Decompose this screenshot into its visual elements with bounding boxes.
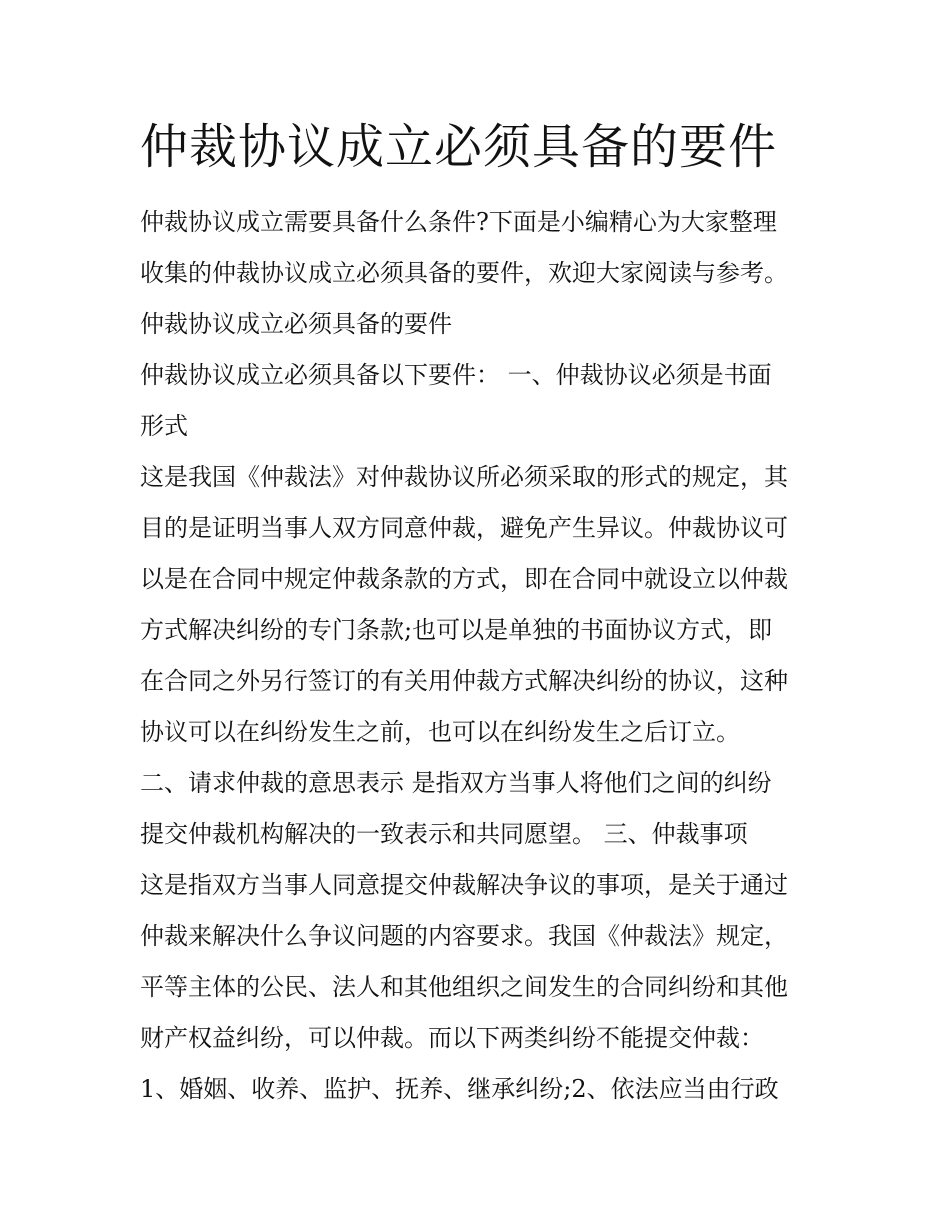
- body-line: 目的是证明当事人双方同意仲裁，避免产生异议。仲裁协议可: [140, 514, 788, 542]
- document-title: 仲裁协议成立必须具备的要件: [140, 119, 778, 175]
- body-line: 形式: [140, 412, 188, 440]
- body-line: 提交仲裁机构解决的一致表示和共同愿望。 三、仲裁事项: [140, 820, 748, 848]
- body-line: 1、婚姻、收养、监护、抚养、继承纠纷;2、依法应当由行政: [140, 1075, 779, 1103]
- body-line: 二、请求仲裁的意思表示 是指双方当事人将他们之间的纠纷: [140, 769, 772, 797]
- body-line: 仲裁来解决什么争议问题的内容要求。我国《仲裁法》规定，: [140, 922, 788, 950]
- body-line: 财产权益纠纷，可以仲裁。而以下两类纠纷不能提交仲裁：: [140, 1024, 764, 1052]
- body-line: 仲裁协议成立需要具备什么条件?下面是小编精心为大家整理: [140, 208, 777, 236]
- body-line: 这是我国《仲裁法》对仲裁协议所必须采取的形式的规定，其: [140, 463, 788, 491]
- body-line: 协议可以在纠纷发生之前，也可以在纠纷发生之后订立。: [140, 718, 740, 746]
- body-line: 仲裁协议成立必须具备以下要件： 一、仲裁协议必须是书面: [140, 361, 772, 389]
- body-line: 收集的仲裁协议成立必须具备的要件，欢迎大家阅读与参考。: [140, 259, 788, 287]
- body-line: 方式解决纠纷的专门条款;也可以是单独的书面协议方式，即: [140, 616, 773, 644]
- body-line: 这是指双方当事人同意提交仲裁解决争议的事项，是关于通过: [140, 871, 788, 899]
- body-line: 平等主体的公民、法人和其他组织之间发生的合同纠纷和其他: [140, 973, 788, 1001]
- body-line: 以是在合同中规定仲裁条款的方式，即在合同中就设立以仲裁: [140, 565, 788, 593]
- body-line: 在合同之外另行签订的有关用仲裁方式解决纠纷的协议，这种: [140, 667, 788, 695]
- section-heading: 仲裁协议成立必须具备的要件: [140, 310, 452, 338]
